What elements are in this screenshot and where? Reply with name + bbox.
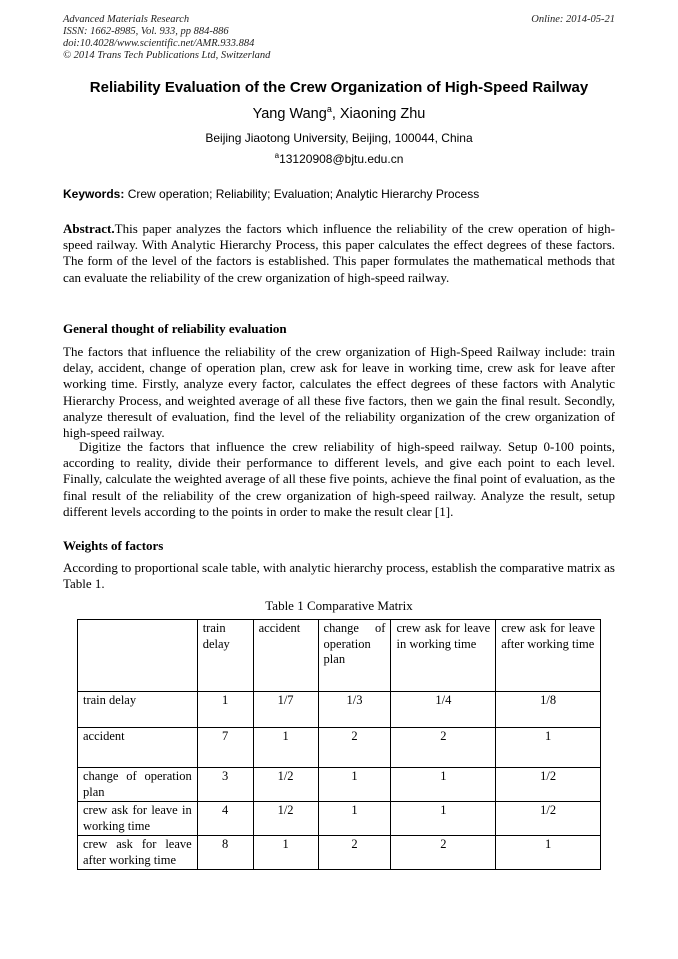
table-cell: 1 <box>391 802 496 836</box>
abstract <box>63 221 615 286</box>
table-cell: 1 <box>253 836 318 870</box>
row-label: crew ask for leave in working time <box>78 802 198 836</box>
authors <box>40 104 638 122</box>
journal-copyright: © 2014 Trans Tech Publications Ltd, Switzerland <box>63 50 271 61</box>
table-cell: 1/2 <box>496 768 601 802</box>
table-cell: 1 <box>197 692 253 728</box>
table-cell: 1/2 <box>253 768 318 802</box>
table-header-row <box>78 620 601 692</box>
author-1-affil-mark: a <box>326 104 332 114</box>
table-caption: Table 1 Comparative Matrix <box>265 598 413 613</box>
author-separator: , <box>331 105 340 122</box>
table-row <box>78 768 601 802</box>
table-row <box>78 802 601 836</box>
section-heading-weights: Weights of factors <box>63 538 164 553</box>
table-cell: 2 <box>318 836 391 870</box>
table-cell: 1/2 <box>253 802 318 836</box>
affiliation: Beijing Jiaotong University, Beijing, 100044, China <box>205 131 473 145</box>
table-cell: 2 <box>391 728 496 768</box>
email <box>40 151 638 166</box>
journal-name: Advanced Materials Research <box>63 14 190 25</box>
paper-title: Reliability Evaluation of the Crew Organization of High-Speed Railway <box>89 79 589 96</box>
comparative-matrix-table <box>77 619 601 870</box>
table-cell: 7 <box>197 728 253 768</box>
journal-doi: doi:10.4028/www.scientific.net/AMR.933.884 <box>63 38 255 49</box>
section2-paragraph-1: According to proportional scale table, with analytic hierarchy process, establish the comparative matrix as Table 1. <box>63 560 615 592</box>
section-heading-general-thought: General thought of reliability evaluation <box>63 321 287 336</box>
keywords-text: Crew operation; Reliability; Evaluation; Analytic Hierarchy Process <box>127 187 480 201</box>
abstract-text: This paper analyzes the factors which influence the reliability of the crew operation of high-speed railway. With Analytic Hierarchy Process, this paper calculates the effect degrees of these factors. The form of the level of the factors is established. This paper formulates the mathematical methods that can evaluate the reliability of the crew organization of high-speed railway. <box>63 221 615 285</box>
table-row <box>78 728 601 768</box>
table-header-cell: accident <box>253 620 318 692</box>
abstract-label: Abstract. <box>63 221 115 236</box>
table-cell: 1 <box>318 768 391 802</box>
journal-header <box>63 14 615 62</box>
table-cell: 1 <box>253 728 318 768</box>
table-cell: 1 <box>391 768 496 802</box>
email-address: 13120908@bjtu.edu.cn <box>279 152 404 166</box>
online-date: Online: 2014-05-21 <box>531 14 615 25</box>
table-cell: 1/7 <box>253 692 318 728</box>
table-cell: 2 <box>318 728 391 768</box>
table-cell: 4 <box>197 802 253 836</box>
journal-issn: ISSN: 1662-8985, Vol. 933, pp 884-886 <box>63 26 229 37</box>
table-header-cell: crew ask for leave in working time <box>391 620 496 692</box>
table-cell: 1/8 <box>496 692 601 728</box>
table-row <box>78 836 601 870</box>
table-cell: 1 <box>318 802 391 836</box>
table-cell: 1/2 <box>496 802 601 836</box>
table-row <box>78 692 601 728</box>
row-label: accident <box>78 728 198 768</box>
table-cell: 8 <box>197 836 253 870</box>
author-1: Yang Wang <box>252 105 327 122</box>
section1-paragraph-1: The factors that influence the reliability of the crew organization of High-Speed Railway include: train delay, accident, change of operation plan, crew ask for leave in working time, crew ask for leave after working time. Firstly, analyze every factor, calculates the effect degrees of these factors with Analytic Hierarchy Process, and weighted average of all these five factors, then we gain the final result. Secondly, analyze theresult of evaluation, find the level of the reliability organization of the crew organization of high-speed railway. <box>63 344 615 441</box>
row-label: change of operation plan <box>78 768 198 802</box>
section1-paragraph-2: Digitize the factors that influence the crew reliability of high-speed railway. Setup 0-100 points, according to reality, divide their performance to different levels, and give each point to each level. Finally, calculate the weighted average of all these five points, achieve the final point of evaluation, as the final result of the reliability of the crew organization of high-speed railway. Analyze the result, setup different levels according to the points in order to make the result clear [1]. <box>63 439 615 519</box>
keywords <box>63 187 615 201</box>
row-label: train delay <box>78 692 198 728</box>
author-2: Xiaoning Zhu <box>339 105 426 122</box>
table-cell: 3 <box>197 768 253 802</box>
table-cell: 2 <box>391 836 496 870</box>
table-cell: 1/4 <box>391 692 496 728</box>
table-cell: 1 <box>496 728 601 768</box>
table-header-cell: train delay <box>197 620 253 692</box>
row-label: crew ask for leave after working time <box>78 836 198 870</box>
table-cell: 1 <box>496 836 601 870</box>
email-mark: a <box>274 151 280 160</box>
table-header-cell: crew ask for leave after working time <box>496 620 601 692</box>
keywords-label: Keywords: <box>63 187 125 201</box>
table-header-cell <box>78 620 198 692</box>
table-header-cell: change of operation plan <box>318 620 391 692</box>
table-cell: 1/3 <box>318 692 391 728</box>
